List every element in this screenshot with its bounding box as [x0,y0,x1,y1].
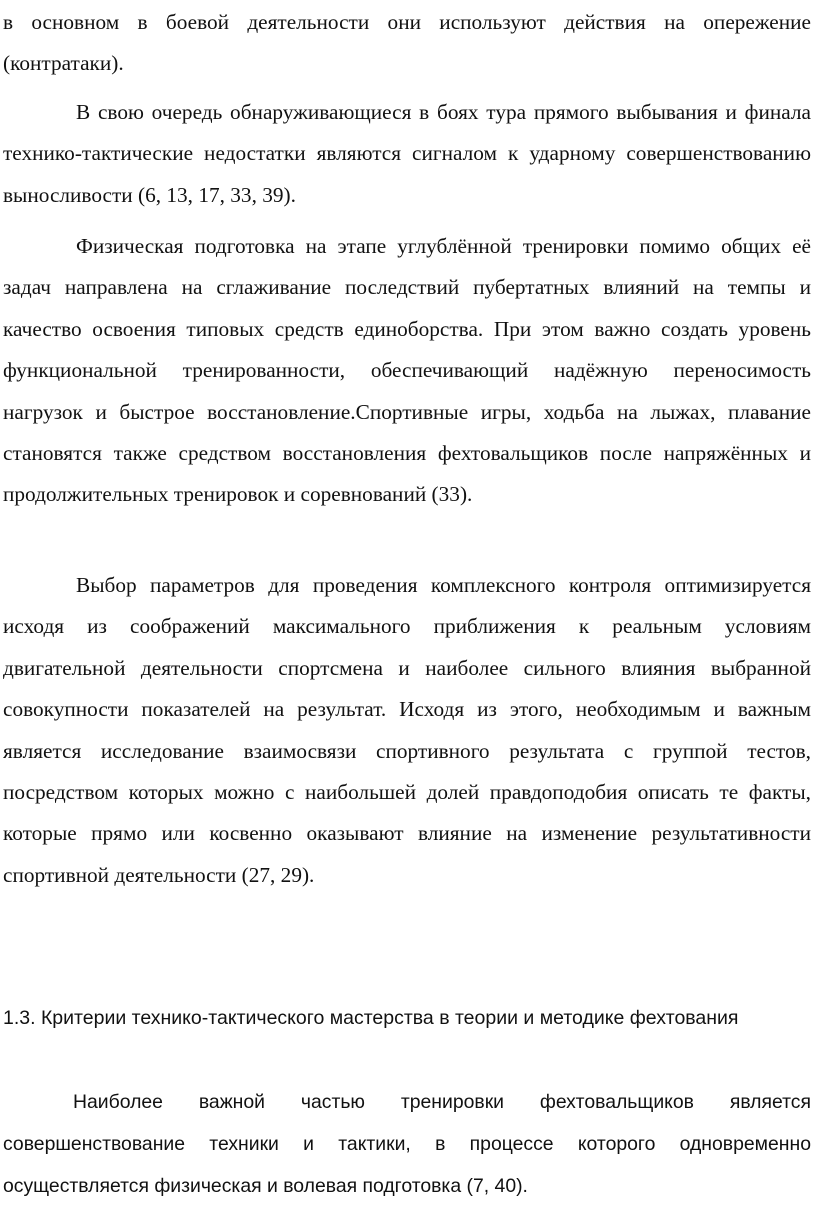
paragraph-physical-training: Физическая подготовка на этапе углублённой тренировки помимо общих её задач направлена на сглаживание последствий пубертатных влияний на темпы и качество освоения типовых средств единоборства. При этом важно создать уровень функциональной тренированности, обеспечивающий надёжную переносимость нагрузок и быстрое восстановление.Спортивные игры, ходьба на лыжах, плавание становятся также средством восстановления фехтовальщиков после напряжённых и продолжительных тренировок и соревнований (33). [3,234,811,507]
paragraph-technique-tactics: Наиболее важной частью тренировки фехтовальщиков является совершенствование техники и тактики, в процессе которого одновременно осуществляется физическая и волевая подготовка (7, 40). [3,1091,811,1197]
section-heading: 1.3. Критерии технико-тактического мастерства в теории и методике фехтования [3,1007,739,1029]
paragraph-endurance: В свою очередь обнаруживающиеся в боях тура прямого выбывания и финала технико-тактические недостатки являются сигналом к ударному совершенствованию выносливости (6, 13, 17, 33, 39). [3,100,811,207]
paragraph-continuation: в основном в боевой деятельности они используют действия на опережение (контратаки). [3,10,811,76]
paragraph-complex-control: Выбор параметров для проведения комплексного контроля оптимизируется исходя из соображений максимального приближения к реальным условиям двигательной деятельности спортсмена и наиболее сильного влияния выбранной совокупности показателей на результат. Исходя из этого, необходимым и важным является исследование взаимосвязи спортивного результата с группой тестов, посредством которых можно с наибольшей долей правдоподобия описать те факты, которые прямо или косвенно оказывают влияние на изменение результативности спортивной деятельности (27, 29). [3,573,811,887]
